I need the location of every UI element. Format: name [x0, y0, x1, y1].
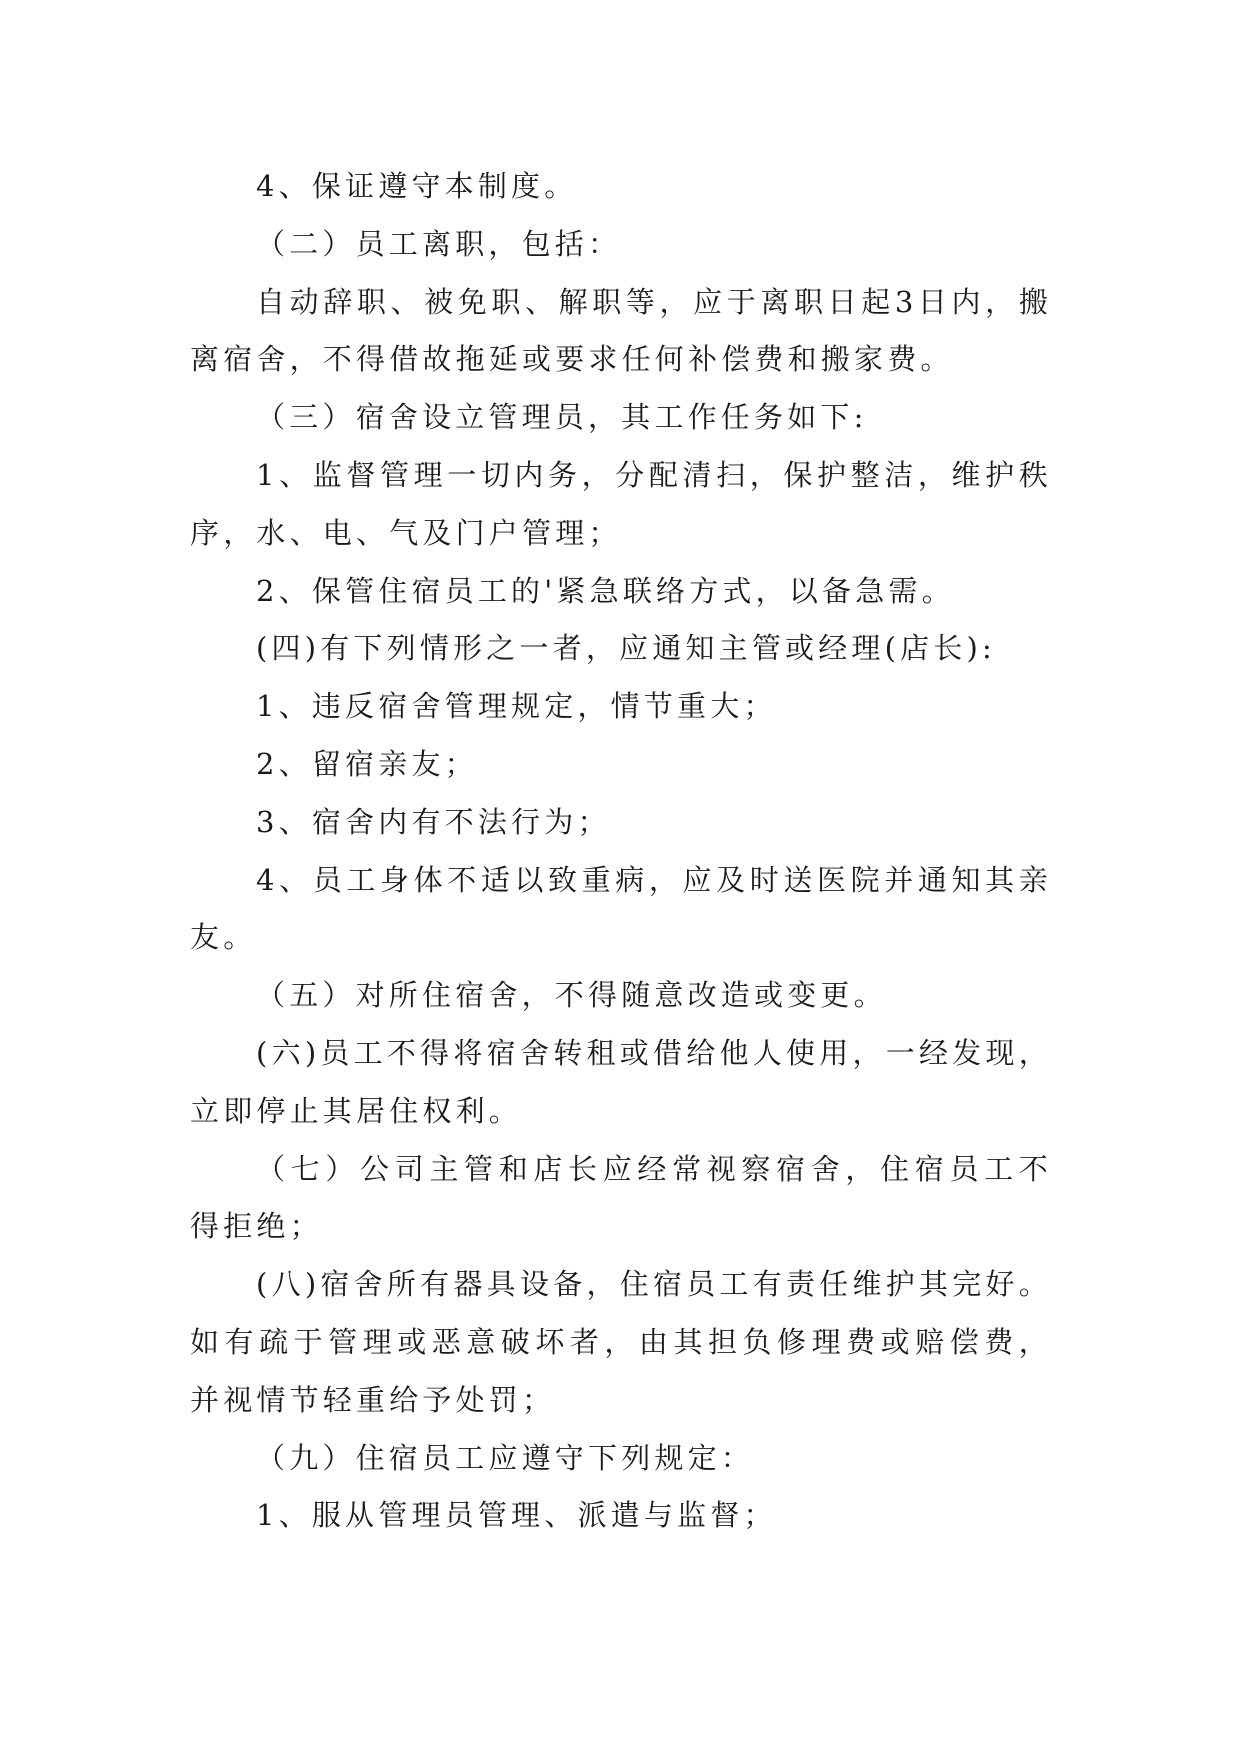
- paragraph-14: （七）公司主管和店长应经常视察宿舍，住宿员工不得拒绝；: [190, 1151, 1052, 1244]
- paragraph-2: （二）员工离职，包括：: [256, 226, 622, 261]
- paragraph-9: 2、留宿亲友；: [256, 746, 478, 781]
- paragraph-7: (四)有下列情形之一者，应通知主管或经理(店长):: [256, 631, 997, 666]
- paragraph-3: 自动辞职、被免职、解职等，应于离职日起3日内，搬离宿舍，不得借故拖延或要求任何补偿费和搬家费。: [190, 284, 1052, 377]
- paragraph-15: (八)宿舍所有器具设备，住宿员工有责任维护其完好。如有疏于管理或恶意破坏者，由其担负修理费或赔偿费，并视情节轻重给予处罚；: [190, 1267, 1052, 1417]
- paragraph-11: 4、员工身体不适以致重病，应及时送医院并通知其亲友。: [190, 862, 1052, 955]
- paragraph-17: 1、服从管理员管理、派遣与监督；: [256, 1498, 777, 1533]
- paragraph-12: （五）对所住宿舍，不得随意改造或变更。: [256, 978, 887, 1013]
- paragraph-16: （九）住宿员工应遵守下列规定：: [256, 1440, 755, 1475]
- document-body: [190, 158, 1052, 1545]
- paragraph-4: （三）宿舍设立管理员，其工作任务如下:: [256, 400, 868, 435]
- paragraph-6: 2、保管住宿员工的'紧急联络方式，以备急需。: [256, 573, 955, 608]
- paragraph-13: (六)员工不得将宿舍转租或借给他人使用，一经发现，立即停止其居住权利。: [190, 1035, 1052, 1128]
- paragraph-8: 1、违反宿舍管理规定，情节重大；: [256, 689, 777, 724]
- paragraph-1: 4、保证遵守本制度。: [256, 169, 578, 203]
- paragraph-10: 3、宿舍内有不法行为；: [256, 804, 611, 839]
- paragraph-5: 1、监督管理一切内务，分配清扫，保护整洁，维护秩序，水、电、气及门户管理；: [190, 457, 1052, 550]
